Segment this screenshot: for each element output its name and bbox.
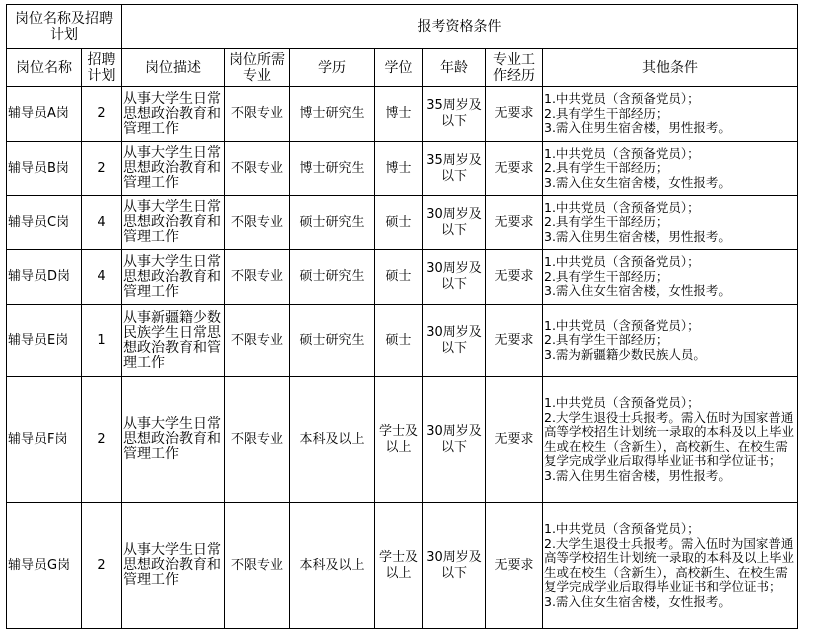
cell-edu: 硕士研究生: [290, 305, 375, 377]
cell-conditions: [543, 142, 798, 196]
cell-name: 辅导员A岗: [7, 87, 82, 142]
cell-age: 30周岁及以下: [423, 196, 486, 250]
cell-conditions: [543, 87, 798, 142]
table-row: [7, 142, 798, 196]
cell-count: 2: [82, 503, 122, 629]
cell-major: 不限专业: [225, 87, 290, 142]
cell-conditions: [543, 377, 798, 503]
cell-age: 30周岁及以下: [423, 250, 486, 305]
group-header-left: 岗位名称及招聘计划: [7, 5, 122, 49]
cell-conditions: [543, 305, 798, 377]
cell-major: 不限专业: [225, 196, 290, 250]
cell-name: 辅导员B岗: [7, 142, 82, 196]
cell-age: 30周岁及以下: [423, 305, 486, 377]
cell-name: 辅导员F岗: [7, 377, 82, 503]
cell-count: 2: [82, 377, 122, 503]
cell-desc: 从事大学生日常思想政治教育和管理工作: [122, 196, 225, 250]
condition-line: 1.中共党员（含预备党员）；: [544, 145, 700, 161]
cell-exp: 无要求: [486, 305, 543, 377]
col-header-age: 年龄: [423, 49, 486, 87]
condition-line: 1.中共党员（含预备党员）；: [544, 199, 700, 215]
cell-major: 不限专业: [225, 250, 290, 305]
cell-desc: 从事大学生日常思想政治教育和管理工作: [122, 503, 225, 629]
col-header-edu: 学历: [290, 49, 375, 87]
condition-line: 2.大学生退役士兵报考。需入伍时为国家普通高等学校招生计划统一录取的本科及以上毕业生或在校生（含新生），高校新生、在校生需复学完成学业后取得毕业证书和学位证书；: [544, 535, 795, 594]
cell-degree: 硕士: [375, 250, 423, 305]
cell-edu: 博士研究生: [290, 87, 375, 142]
condition-line: 3.需入住男生宿舍楼，男性报考。: [544, 120, 731, 136]
condition-line: 1.中共党员（含预备党员）；: [544, 91, 700, 107]
cell-count: 1: [82, 305, 122, 377]
col-header-count: 招聘计划: [82, 49, 122, 87]
cell-age: 30周岁及以下: [423, 377, 486, 503]
condition-line: 2.具有学生干部经历；: [544, 332, 669, 348]
table-row: [7, 87, 798, 142]
cell-count: 2: [82, 87, 122, 142]
condition-line: 2.具有学生干部经历；: [544, 105, 669, 121]
condition-line: 3.需为新疆籍少数民族人员。: [544, 346, 706, 362]
cell-degree: 学士及以上: [375, 377, 423, 503]
condition-line: 2.具有学生干部经历；: [544, 160, 669, 176]
cell-exp: 无要求: [486, 87, 543, 142]
table-row: [7, 377, 798, 503]
recruitment-table: [6, 4, 798, 629]
cell-edu: 本科及以上: [290, 377, 375, 503]
col-header-name: 岗位名称: [7, 49, 82, 87]
col-header-degree: 学位: [375, 49, 423, 87]
cell-exp: 无要求: [486, 142, 543, 196]
cell-conditions: [543, 196, 798, 250]
cell-major: 不限专业: [225, 377, 290, 503]
condition-line: 2.具有学生干部经历；: [544, 214, 669, 230]
cell-exp: 无要求: [486, 196, 543, 250]
cell-name: 辅导员E岗: [7, 305, 82, 377]
cell-major: 不限专业: [225, 503, 290, 629]
condition-line: 1.中共党员（含预备党员）；: [544, 317, 700, 333]
cell-age: 35周岁及以下: [423, 142, 486, 196]
condition-line: 3.需入住男生宿舍楼，男性报考。: [544, 228, 731, 244]
cell-exp: 无要求: [486, 250, 543, 305]
cell-conditions: [543, 503, 798, 629]
cell-conditions: [543, 250, 798, 305]
condition-line: 3.需入住女生宿舍楼，女性报考。: [544, 174, 731, 190]
cell-edu: 本科及以上: [290, 503, 375, 629]
cell-edu: 硕士研究生: [290, 250, 375, 305]
table-row: [7, 196, 798, 250]
cell-count: 4: [82, 250, 122, 305]
col-header-desc: 岗位描述: [122, 49, 225, 87]
cell-major: 不限专业: [225, 142, 290, 196]
condition-line: 3.需入住女生宿舍楼，女性报考。: [544, 283, 731, 299]
condition-line: 2.具有学生干部经历；: [544, 268, 669, 284]
table-row: [7, 250, 798, 305]
cell-name: 辅导员C岗: [7, 196, 82, 250]
cell-age: 35周岁及以下: [423, 87, 486, 142]
cell-degree: 博士: [375, 142, 423, 196]
cell-edu: 硕士研究生: [290, 196, 375, 250]
header-group-row: [7, 5, 798, 49]
cell-desc: 从事大学生日常思想政治教育和管理工作: [122, 250, 225, 305]
condition-line: 1.中共党员（含预备党员）；: [544, 395, 700, 410]
cell-name: 辅导员D岗: [7, 250, 82, 305]
cell-major: 不限专业: [225, 305, 290, 377]
cell-degree: 硕士: [375, 196, 423, 250]
cell-exp: 无要求: [486, 503, 543, 629]
condition-line: 1.中共党员（含预备党员）；: [544, 521, 700, 536]
column-header-row: [7, 49, 798, 87]
cell-degree: 硕士: [375, 305, 423, 377]
cell-desc: 从事大学生日常思想政治教育和管理工作: [122, 87, 225, 142]
condition-line: 1.中共党员（含预备党员）；: [544, 254, 700, 270]
col-header-major: 岗位所需专业: [225, 49, 290, 87]
cell-exp: 无要求: [486, 377, 543, 503]
cell-degree: 学士及以上: [375, 503, 423, 629]
cell-count: 4: [82, 196, 122, 250]
cell-edu: 博士研究生: [290, 142, 375, 196]
cell-age: 30周岁及以下: [423, 503, 486, 629]
col-header-exp: 专业工作经历: [486, 49, 543, 87]
condition-line: 2.大学生退役士兵报考。需入伍时为国家普通高等学校招生计划统一录取的本科及以上毕业生或在校生（含新生），高校新生、在校生需复学完成学业后取得毕业证书和学位证书；: [544, 409, 795, 468]
table-row: [7, 503, 798, 629]
cell-desc: 从事大学生日常思想政治教育和管理工作: [122, 142, 225, 196]
cell-count: 2: [82, 142, 122, 196]
condition-line: 3.需入住男生宿舍楼，男性报考。: [544, 467, 731, 483]
col-header-conditions: 其他条件: [543, 49, 798, 87]
table-row: [7, 305, 798, 377]
condition-line: 3.需入住女生宿舍楼，女性报考。: [544, 593, 731, 609]
cell-name: 辅导员G岗: [7, 503, 82, 629]
cell-desc: 从事大学生日常思想政治教育和管理工作: [122, 377, 225, 503]
cell-desc: 从事新疆籍少数民族学生日常思想政治教育和管理工作: [122, 305, 225, 377]
cell-degree: 博士: [375, 87, 423, 142]
group-header-right: 报考资格条件: [122, 5, 798, 49]
